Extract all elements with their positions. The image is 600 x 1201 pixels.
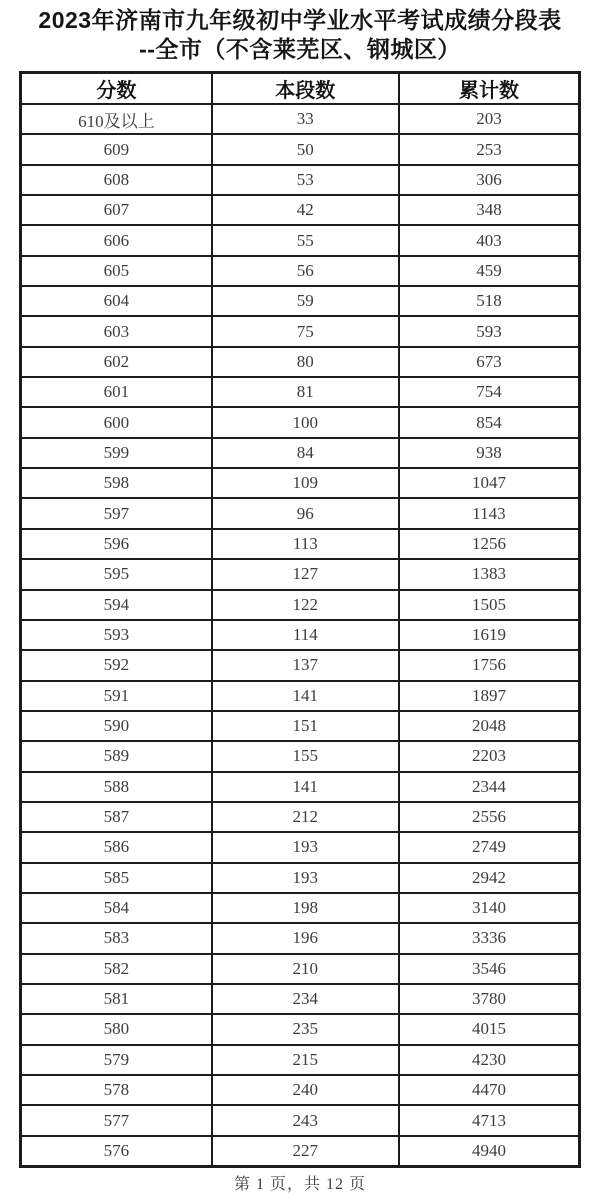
table-row: [21, 681, 580, 711]
cell-segment-count: 96: [212, 498, 399, 528]
table-row: [21, 165, 580, 195]
cell-score: 583: [21, 923, 212, 953]
table-row: [21, 407, 580, 437]
table-row: [21, 954, 580, 984]
cell-cumulative-count: 4230: [399, 1045, 580, 1075]
cell-cumulative-count: 1047: [399, 468, 580, 498]
cell-segment-count: 50: [212, 134, 399, 164]
cell-cumulative-count: 2749: [399, 832, 580, 862]
cell-segment-count: 196: [212, 923, 399, 953]
table-row: [21, 923, 580, 953]
cell-segment-count: 114: [212, 620, 399, 650]
cell-score: 589: [21, 741, 212, 771]
table-row: [21, 316, 580, 346]
cell-cumulative-count: 203: [399, 104, 580, 134]
table-row: [21, 650, 580, 680]
cell-score: 596: [21, 529, 212, 559]
cell-score: 601: [21, 377, 212, 407]
table-row: [21, 620, 580, 650]
score-table: [19, 71, 581, 1168]
cell-score: 591: [21, 681, 212, 711]
cell-score: 594: [21, 590, 212, 620]
cell-score: 586: [21, 832, 212, 862]
table-row: [21, 134, 580, 164]
cell-segment-count: 84: [212, 438, 399, 468]
score-table-body: [21, 104, 580, 1167]
column-header-score: 分数: [21, 73, 212, 105]
cell-score: 603: [21, 316, 212, 346]
cell-score: 585: [21, 863, 212, 893]
cell-segment-count: 243: [212, 1105, 399, 1135]
cell-score: 609: [21, 134, 212, 164]
score-table-header: [21, 73, 580, 105]
table-row: [21, 984, 580, 1014]
cell-cumulative-count: 2344: [399, 772, 580, 802]
table-row: [21, 590, 580, 620]
cell-segment-count: 59: [212, 286, 399, 316]
cell-score: 579: [21, 1045, 212, 1075]
column-header-segment-count: 本段数: [212, 73, 399, 105]
cell-cumulative-count: 593: [399, 316, 580, 346]
cell-segment-count: 33: [212, 104, 399, 134]
cell-cumulative-count: 2942: [399, 863, 580, 893]
cell-cumulative-count: 2203: [399, 741, 580, 771]
cell-score: 588: [21, 772, 212, 802]
cell-score: 587: [21, 802, 212, 832]
document-title: [0, 0, 600, 64]
cell-segment-count: 42: [212, 195, 399, 225]
table-row: [21, 1075, 580, 1105]
cell-segment-count: 109: [212, 468, 399, 498]
cell-segment-count: 81: [212, 377, 399, 407]
table-row: [21, 256, 580, 286]
table-row: [21, 286, 580, 316]
table-row: [21, 438, 580, 468]
table-row: [21, 498, 580, 528]
cell-segment-count: 227: [212, 1136, 399, 1167]
cell-score: 584: [21, 893, 212, 923]
cell-segment-count: 100: [212, 407, 399, 437]
table-row: [21, 1045, 580, 1075]
cell-cumulative-count: 2556: [399, 802, 580, 832]
document-title-line1: 2023年济南市九年级初中学业水平考试成绩分段表: [38, 7, 562, 33]
document-title-line2: --全市（不含莱芜区、钢城区）: [139, 36, 461, 62]
table-row: [21, 893, 580, 923]
cell-score: 582: [21, 954, 212, 984]
cell-segment-count: 193: [212, 832, 399, 862]
cell-cumulative-count: 754: [399, 377, 580, 407]
column-header-cumulative-count: 累计数: [399, 73, 580, 105]
cell-score: 598: [21, 468, 212, 498]
cell-cumulative-count: 3140: [399, 893, 580, 923]
cell-score: 610及以上: [21, 104, 212, 134]
cell-segment-count: 141: [212, 772, 399, 802]
cell-cumulative-count: 2048: [399, 711, 580, 741]
cell-segment-count: 113: [212, 529, 399, 559]
cell-cumulative-count: 459: [399, 256, 580, 286]
table-row: [21, 347, 580, 377]
cell-segment-count: 151: [212, 711, 399, 741]
cell-score: 607: [21, 195, 212, 225]
table-row: [21, 772, 580, 802]
cell-score: 581: [21, 984, 212, 1014]
cell-cumulative-count: 4940: [399, 1136, 580, 1167]
cell-cumulative-count: 306: [399, 165, 580, 195]
cell-cumulative-count: 673: [399, 347, 580, 377]
cell-cumulative-count: 1619: [399, 620, 580, 650]
cell-segment-count: 122: [212, 590, 399, 620]
table-row: [21, 104, 580, 134]
cell-score: 595: [21, 559, 212, 589]
cell-cumulative-count: 1256: [399, 529, 580, 559]
cell-segment-count: 193: [212, 863, 399, 893]
table-row: [21, 195, 580, 225]
cell-score: 577: [21, 1105, 212, 1135]
cell-score: 605: [21, 256, 212, 286]
cell-cumulative-count: 1143: [399, 498, 580, 528]
table-row: [21, 741, 580, 771]
table-row: [21, 1105, 580, 1135]
cell-segment-count: 240: [212, 1075, 399, 1105]
cell-score: 580: [21, 1014, 212, 1044]
cell-segment-count: 141: [212, 681, 399, 711]
cell-cumulative-count: 3546: [399, 954, 580, 984]
cell-segment-count: 212: [212, 802, 399, 832]
cell-segment-count: 234: [212, 984, 399, 1014]
cell-cumulative-count: 4470: [399, 1075, 580, 1105]
table-row: [21, 863, 580, 893]
cell-cumulative-count: 854: [399, 407, 580, 437]
table-row: [21, 832, 580, 862]
cell-segment-count: 75: [212, 316, 399, 346]
page-footer: 第 1 页，共 12 页: [233, 1176, 366, 1194]
cell-cumulative-count: 518: [399, 286, 580, 316]
cell-segment-count: 127: [212, 559, 399, 589]
cell-segment-count: 235: [212, 1014, 399, 1044]
cell-cumulative-count: 403: [399, 225, 580, 255]
table-row: [21, 529, 580, 559]
cell-score: 604: [21, 286, 212, 316]
cell-segment-count: 215: [212, 1045, 399, 1075]
cell-segment-count: 137: [212, 650, 399, 680]
cell-cumulative-count: 1383: [399, 559, 580, 589]
cell-segment-count: 80: [212, 347, 399, 377]
cell-cumulative-count: 4015: [399, 1014, 580, 1044]
cell-score: 608: [21, 165, 212, 195]
cell-score: 606: [21, 225, 212, 255]
cell-cumulative-count: 1756: [399, 650, 580, 680]
cell-score: 578: [21, 1075, 212, 1105]
cell-cumulative-count: 3336: [399, 923, 580, 953]
cell-score: 597: [21, 498, 212, 528]
cell-score: 576: [21, 1136, 212, 1167]
cell-cumulative-count: 348: [399, 195, 580, 225]
cell-score: 600: [21, 407, 212, 437]
cell-score: 599: [21, 438, 212, 468]
cell-score: 592: [21, 650, 212, 680]
table-row: [21, 377, 580, 407]
cell-segment-count: 55: [212, 225, 399, 255]
table-row: [21, 1014, 580, 1044]
cell-cumulative-count: 938: [399, 438, 580, 468]
cell-segment-count: 56: [212, 256, 399, 286]
table-row: [21, 802, 580, 832]
table-row: [21, 559, 580, 589]
cell-cumulative-count: 1505: [399, 590, 580, 620]
header-row: [21, 73, 580, 105]
table-row: [21, 1136, 580, 1167]
cell-score: 593: [21, 620, 212, 650]
cell-segment-count: 53: [212, 165, 399, 195]
cell-segment-count: 198: [212, 893, 399, 923]
cell-segment-count: 210: [212, 954, 399, 984]
table-row: [21, 468, 580, 498]
cell-cumulative-count: 3780: [399, 984, 580, 1014]
cell-segment-count: 155: [212, 741, 399, 771]
table-row: [21, 711, 580, 741]
cell-cumulative-count: 253: [399, 134, 580, 164]
cell-cumulative-count: 1897: [399, 681, 580, 711]
table-row: [21, 225, 580, 255]
cell-cumulative-count: 4713: [399, 1105, 580, 1135]
cell-score: 590: [21, 711, 212, 741]
cell-score: 602: [21, 347, 212, 377]
